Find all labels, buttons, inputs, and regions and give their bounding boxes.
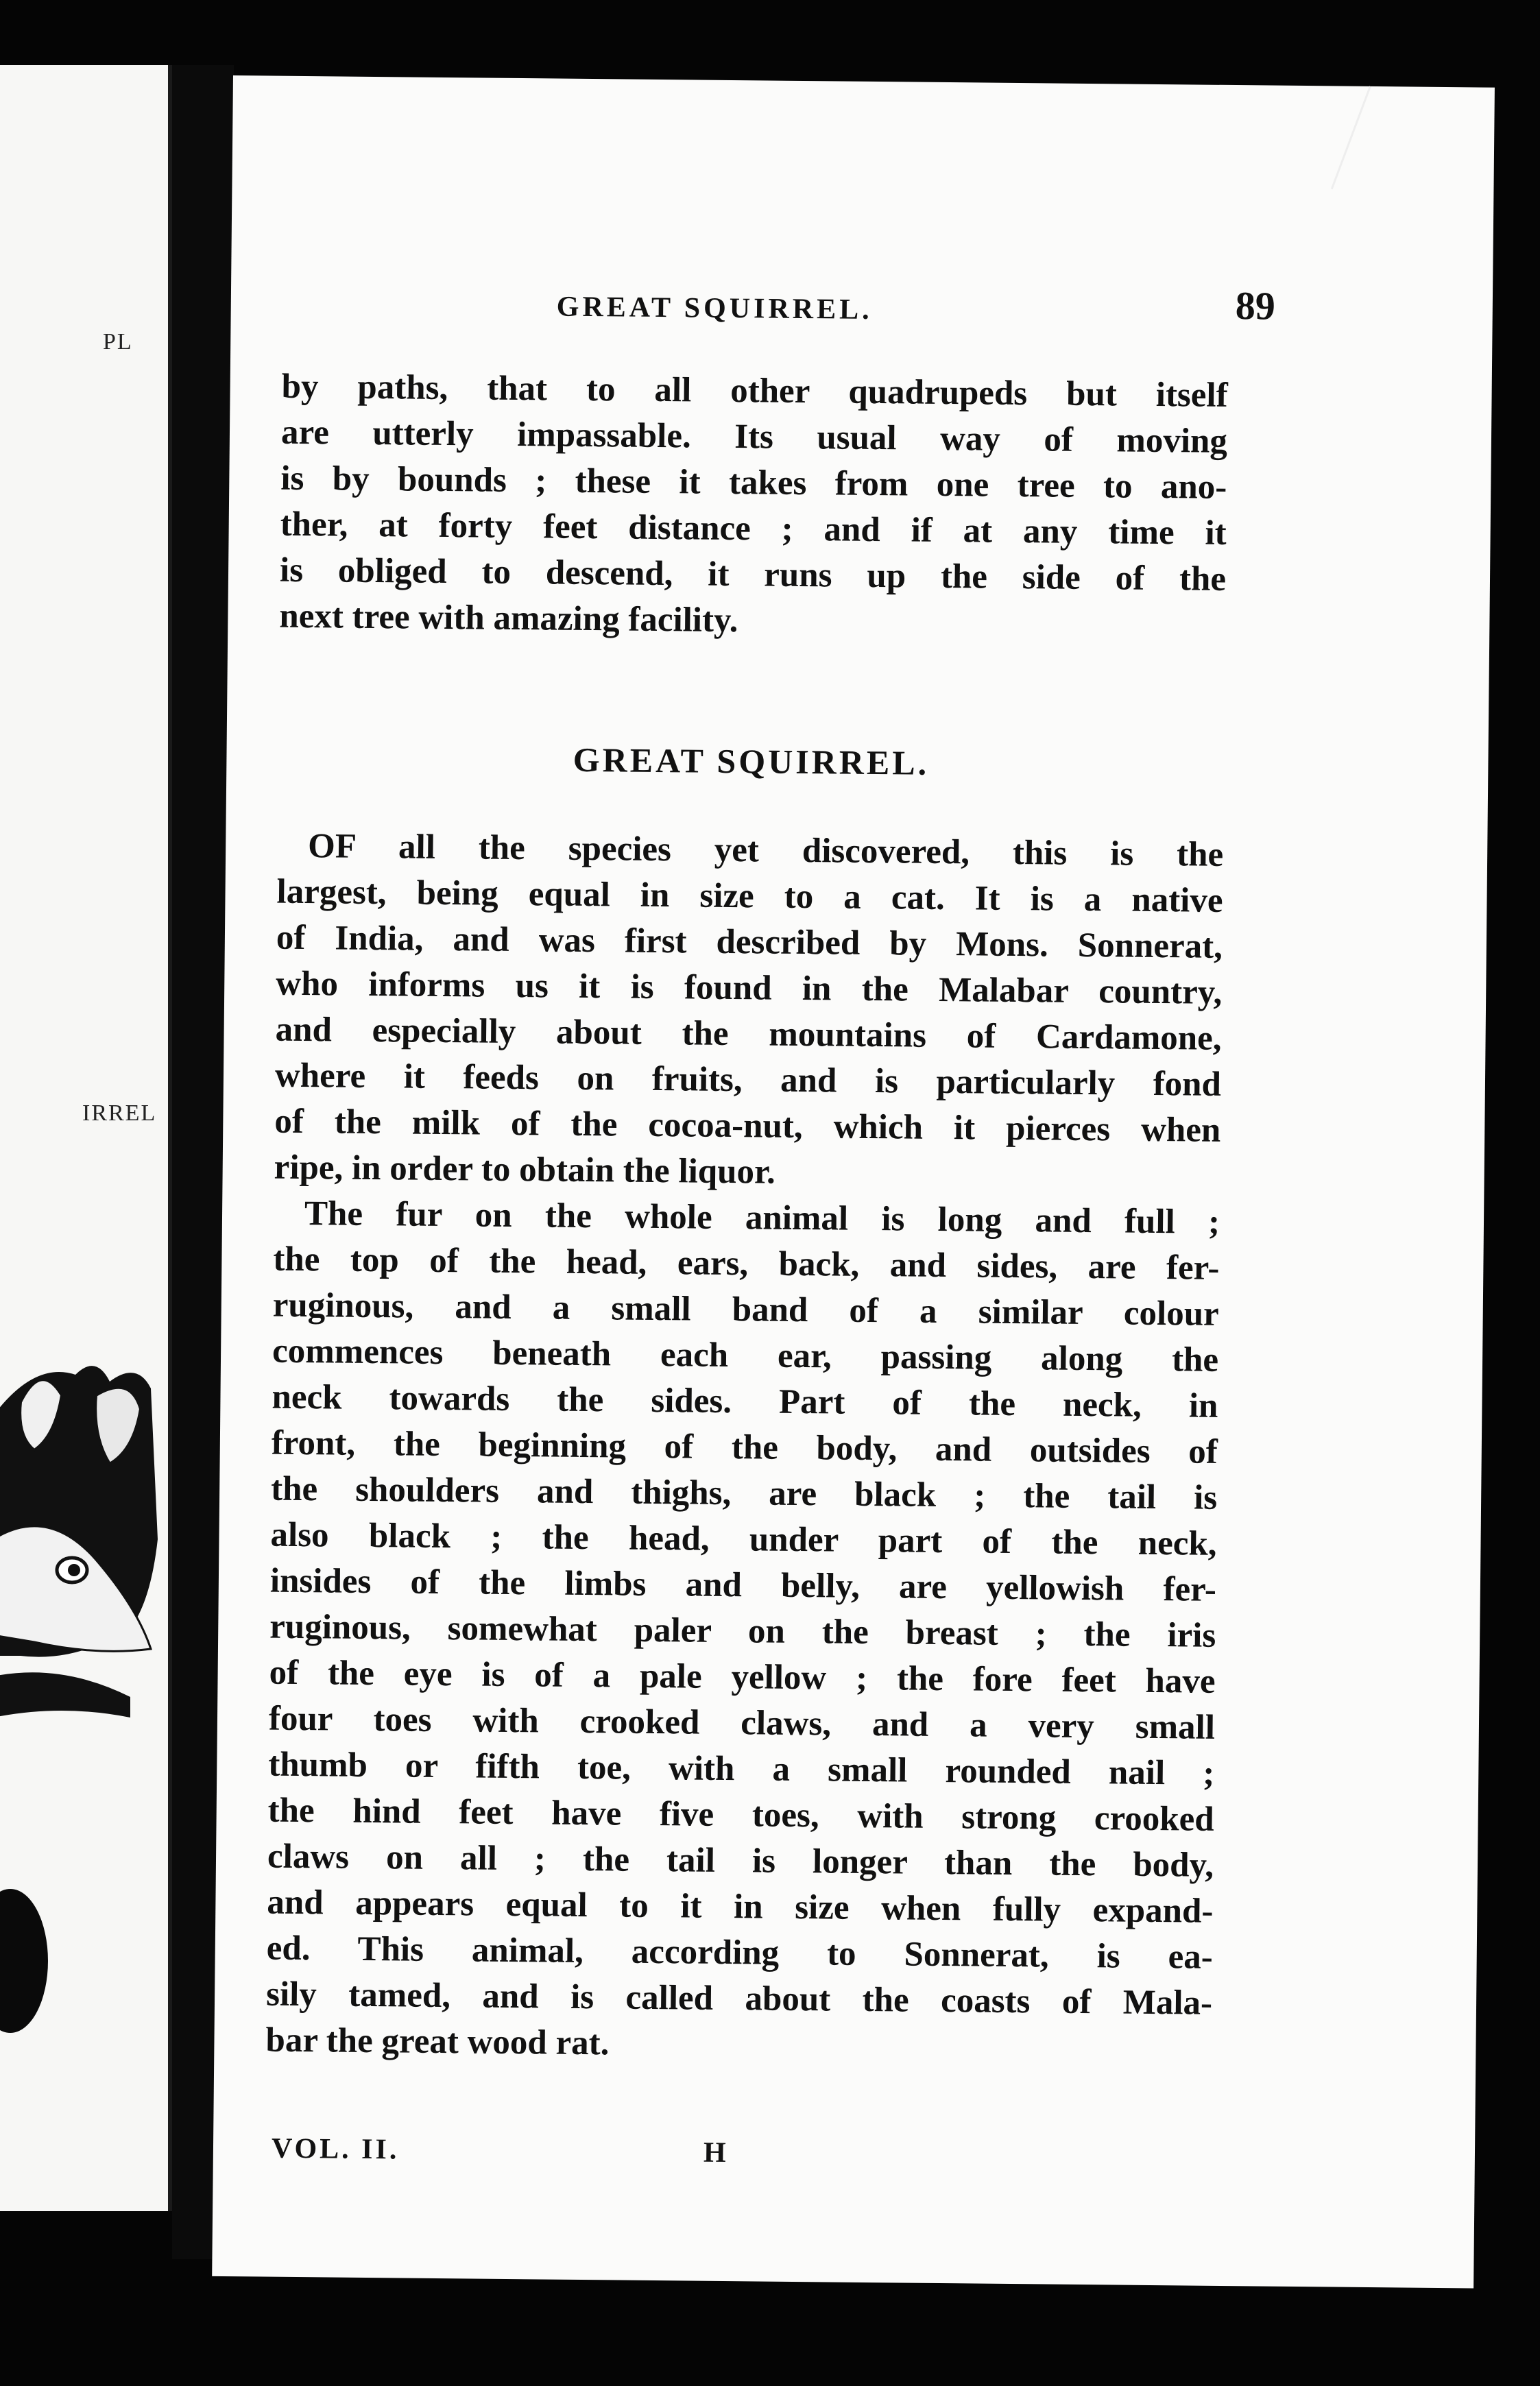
text-line: ripe, in order to obtain the liquor. [274, 1148, 776, 1192]
text-line: OF all the species yet discovered, this is the [307, 827, 1224, 874]
text-line: is obliged to descend, it runs up the side of the [279, 551, 1227, 599]
text-line: insides of the limbs and belly, are yellowish fer- [269, 1561, 1217, 1609]
squirrel-illustration-fragment [0, 1334, 165, 1731]
section-heading: GREAT SQUIRREL. [573, 740, 930, 782]
text-line: also black ; the head, under part of the neck, [270, 1515, 1217, 1563]
text-line: ed. This animal, according to Sonnerat, is ea- [266, 1929, 1213, 1977]
text-line: next tree with amazing facility. [279, 596, 738, 640]
text-line: sily tamed, and is called about the coasts of Mala- [265, 1975, 1213, 2023]
left-page-fragment-top: PL [103, 329, 133, 354]
text-line: the hind feet have five toes, with strong crooked [267, 1791, 1214, 1839]
text-line: of the milk of the cocoa-nut, which it pierces when [274, 1102, 1221, 1150]
text-line: The fur on the whole animal is long and full ; [304, 1194, 1220, 1242]
text-line: front, the beginning of the body, and outsides of [271, 1423, 1218, 1471]
text-line: where it feeds on fruits, and is particularly fond [274, 1056, 1222, 1104]
text-line: and especially about the mountains of Cardamone, [275, 1010, 1222, 1058]
text-line: neck towards the sides. Part of the neck, in [272, 1377, 1218, 1425]
text-line: ther, at forty feet distance ; and if at any time it [280, 505, 1227, 553]
text-line: are utterly impassable. Its usual way of moving [280, 413, 1228, 461]
page-footer [265, 2126, 1212, 2176]
left-facing-page [0, 65, 172, 2211]
running-title: GREAT SQUIRREL. [556, 291, 873, 326]
page-number: 89 [1235, 283, 1276, 328]
text-line: ruginous, somewhat paler on the breast ; the iris [269, 1607, 1216, 1655]
text-line: commences beneath each ear, passing along the [272, 1331, 1219, 1379]
page-text-block [265, 282, 1276, 2169]
text-line: of the eye is of a pale yellow ; the fore feet have [269, 1653, 1216, 1701]
text-line: by paths, that to all other quadrupeds but itself [281, 367, 1228, 415]
left-page-fragment-mid: IRREL [82, 1100, 157, 1126]
ink-blot [0, 1889, 48, 2033]
signature-mark: H [703, 2136, 726, 2169]
text-line: ruginous, and a small band of a similar colour [272, 1286, 1219, 1334]
text-line: is by bounds ; these it takes from one tree to ano- [280, 459, 1227, 507]
text-line: of India, and was first described by Mons. Sonnerat, [276, 918, 1223, 966]
volume-label: VOL. II. [271, 2132, 400, 2166]
text-line: claws on all ; the tail is longer than the body, [267, 1837, 1214, 1885]
text-line: who informs us it is found in the Malabar country, [276, 964, 1223, 1012]
text-line: the shoulders and thighs, are black ; the tail is [270, 1469, 1218, 1517]
text-line: four toes with crooked claws, and a very small [268, 1699, 1216, 1747]
text-line: largest, being equal in size to a cat. It is a native [276, 872, 1223, 920]
paragraph-2 [265, 823, 1223, 2073]
text-line: and appears equal to it in size when fully expand- [267, 1883, 1214, 1931]
page-scratch [1331, 86, 1371, 189]
paragraph-1 [279, 364, 1228, 649]
text-line: bar the great wood rat. [265, 2021, 610, 2063]
running-head [282, 282, 1284, 328]
book-page [212, 75, 1495, 2289]
text-line: thumb or fifth toe, with a small rounded nail ; [268, 1745, 1215, 1793]
text-line: the top of the head, ears, back, and sides, are fer- [273, 1240, 1220, 1288]
